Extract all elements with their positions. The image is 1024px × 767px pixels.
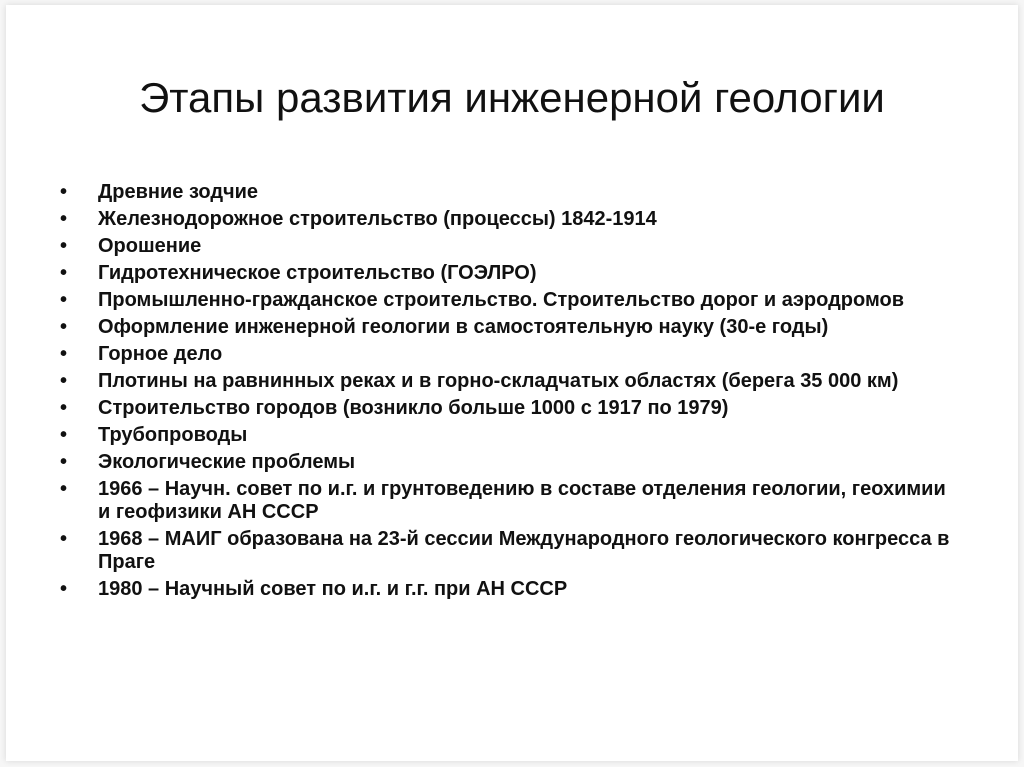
bullet-icon: •	[60, 289, 68, 311]
bullet-icon: •	[60, 370, 68, 392]
list-item-text: Оформление инженерной геологии в самостоятельную науку (30-е годы)	[98, 316, 829, 338]
list-item-text: Железнодорожное строительство (процессы) 1842-1914	[98, 208, 657, 230]
list-item	[60, 235, 960, 258]
bullet-icon: •	[60, 451, 68, 473]
list-item-text: Промышленно-гражданское строительство. Строительство дорог и аэродромов	[98, 289, 904, 311]
list-item	[60, 343, 960, 366]
list-item	[60, 316, 960, 339]
list-item	[60, 578, 960, 601]
list-item	[60, 424, 960, 447]
list-item-text: 1968 – МАИГ образована на 23-й сессии Международного геологического конгресса в Праге	[98, 528, 950, 573]
list-item-text: Гидротехническое строительство (ГОЭЛРО)	[98, 262, 537, 284]
bullet-icon: •	[60, 578, 68, 600]
bullet-icon: •	[60, 235, 68, 257]
list-item	[60, 528, 960, 574]
bullet-icon: •	[60, 528, 68, 550]
bullet-icon: •	[60, 181, 68, 203]
list-item-text: Древние зодчие	[98, 181, 259, 203]
bullet-icon: •	[60, 424, 68, 446]
list-item-text: 1980 – Научный совет по и.г. и г.г. при АН СССР	[98, 578, 568, 600]
list-item	[60, 208, 960, 231]
list-item-text: Горное дело	[98, 343, 223, 365]
list-item-text: Орошение	[98, 235, 202, 257]
list-item-text: 1966 – Научн. совет по и.г. и грунтоведению в составе отделения геологии, геохимии и геофизики АН СССР	[98, 478, 946, 523]
bullet-icon: •	[60, 478, 68, 500]
list-item-text: Экологические проблемы	[98, 451, 356, 473]
list-item	[60, 181, 960, 204]
bullet-icon: •	[60, 208, 68, 230]
list-item	[60, 262, 960, 285]
bullet-icon: •	[60, 343, 68, 365]
list-item	[60, 451, 960, 474]
bullet-icon: •	[60, 397, 68, 419]
list-item	[60, 478, 960, 524]
list-item	[60, 289, 960, 312]
bullet-list	[60, 181, 960, 605]
list-item-text: Плотины на равнинных реках и в горно-складчатых областях (берега 35 000 км)	[98, 370, 899, 392]
list-item	[60, 370, 960, 393]
bullet-icon: •	[60, 316, 68, 338]
bullet-icon: •	[60, 262, 68, 284]
list-item-text: Трубопроводы	[98, 424, 248, 446]
list-item	[60, 397, 960, 420]
slide-title: Этапы развития инженерной геологии	[139, 74, 885, 121]
list-item-text: Строительство городов (возникло больше 1000 с 1917 по 1979)	[98, 397, 729, 419]
